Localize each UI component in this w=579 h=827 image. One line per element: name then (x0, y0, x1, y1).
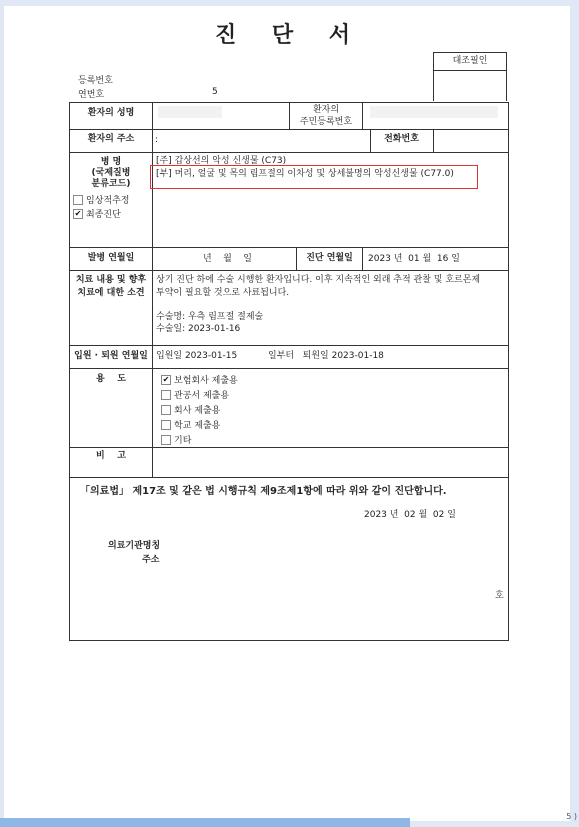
address-value: : (155, 135, 159, 145)
purpose-insurance-checkbox[interactable]: ✔ 보험회사 제출용 (162, 374, 238, 386)
stamp-area (433, 69, 507, 101)
purpose-company-checkbox[interactable]: 회사 제출용 (161, 403, 220, 416)
issue-date: 2023 년 02 월 02 일 (364, 510, 456, 520)
admission-to: 일부터 퇴원일 2023-01-18 (268, 351, 384, 361)
diagnosis-date-label: 진단 연월일 (306, 253, 353, 263)
remarks-label: 비 고 (96, 451, 126, 461)
surgery-name: 수술명: 우측 림프절 절제술 (156, 312, 264, 322)
serial-label: 연번호 (78, 90, 105, 100)
treatment-label-2: 치료에 대한 소견 (77, 288, 145, 298)
purpose-other-checkbox[interactable]: 기타 (161, 433, 191, 446)
treatment-label-1: 치료 내용 및 향후 (75, 275, 147, 285)
disease-sub: [부] 머리, 얼굴 및 목의 림프절의 이차성 및 상세불명의 악성신생물 (C77.0) (156, 169, 454, 179)
onset-value: 년 월 일 (203, 254, 252, 264)
disease-label-code: 분류코드) (91, 179, 131, 189)
checkbox-empty-icon (161, 405, 171, 415)
legal-statement: 「의료법」 제17조 및 같은 법 시행규칙 제9조제1항에 따라 위와 같이 진단합니다. (80, 486, 447, 497)
footer-bar (0, 818, 410, 827)
disease-main: [주] 갑상선의 악성 신생물 (C73) (156, 156, 287, 166)
purpose-school-checkbox[interactable]: 학교 제출용 (161, 418, 220, 431)
checkbox-empty-icon (161, 420, 171, 430)
rrn-redacted (370, 106, 498, 118)
rrn-label-2: 주민등록번호 (299, 117, 353, 127)
disease-label-icd: (국제질병 (91, 168, 131, 178)
diagnosis-date-value: 2023 년 01 월 16 일 (368, 254, 460, 264)
institution-label: 의료기관명칭 (108, 541, 161, 551)
disease-label: 병 명 (100, 157, 122, 167)
registration-label: 등록번호 (78, 76, 113, 86)
rrn-label-1: 환자의 (312, 105, 340, 115)
name-redacted (158, 106, 222, 118)
ho-label: 호 (495, 591, 504, 601)
stamp-label: 대조필인 (433, 52, 507, 71)
checkbox-checked-icon: ✔ (74, 208, 82, 218)
checkbox-empty-icon (161, 435, 171, 445)
address-label: 환자의 주소 (87, 134, 135, 144)
final-diagnosis-checkbox[interactable]: ✔ 최종진단 (74, 208, 121, 220)
highlight-box (150, 165, 478, 189)
address-label-footer: 주소 (142, 555, 160, 565)
name-label: 환자의 성명 (87, 108, 135, 118)
serial-value: 5 (212, 87, 218, 97)
onset-label: 발병 연월일 (87, 253, 135, 263)
treatment-line-1: 상기 진단 하에 수술 시행한 환자입니다. 이후 지속적인 외래 추적 관찰 및 호르몬제 (156, 275, 481, 285)
document-title: 진 단 서 (214, 23, 365, 48)
treatment-line-2: 투약이 필요할 것으로 사료됩니다. (156, 288, 290, 298)
surgery-date: 수술일: 2023-01-16 (156, 324, 241, 334)
clinical-estimate-checkbox[interactable]: 임상적추정 (73, 193, 129, 206)
admission-from: 입원일 2023-01-15 (156, 351, 238, 361)
page-mark: 5 ) (566, 812, 577, 821)
checkbox-checked-icon: ✔ (162, 374, 170, 384)
checkbox-empty-icon (73, 195, 83, 205)
checkbox-empty-icon (161, 390, 171, 400)
admission-label: 입원 · 퇴원 연월일 (74, 351, 148, 361)
purpose-label: 용 도 (96, 374, 126, 384)
phone-label: 전화번호 (384, 134, 419, 144)
purpose-government-checkbox[interactable]: 관공서 제출용 (161, 388, 229, 401)
